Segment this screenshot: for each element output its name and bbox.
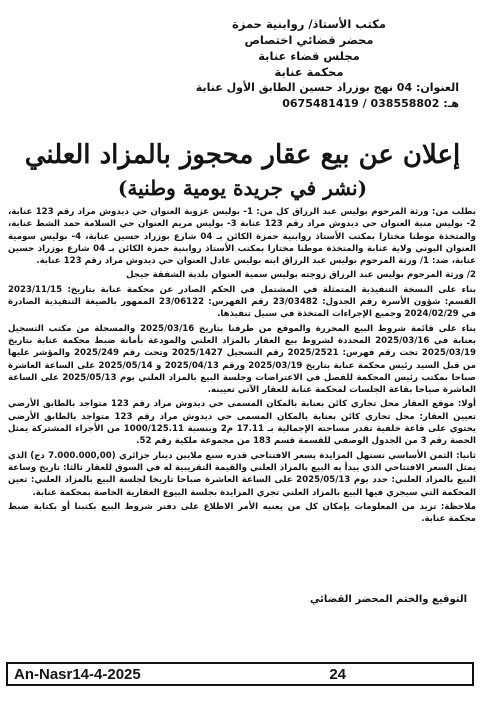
page-footer — [6, 662, 474, 686]
body-paragraph: ثانيا: الثمن الأساسي تستهل المزايدة بسعر الافتتاحي قدره سبع ملايين دينار جزائري (7.000.000,00 دج) الذي يمثل السعر الافتتاحي الذي يبدأ به البيع بالمزاد العلني والقيمة التقريبية له في السوق للعقار ثالثا: تاريخ وساعة البيع بالمزاد العلني: حدد يوم 2025/05/13 على الساعة العاشرة صباحا تاريخا لجلسة البيع بالمزاد العلني: تعين المحكمة التي سيجري فيها البيع بالمزاد العلني تجري المزايدة بجلسة البيوع العقارية الخاصة بمحكمة عنابة. — [8, 450, 476, 498]
header-office-name: مكتب الأستاذ/ روابنية حمزة — [232, 17, 386, 31]
bailiff-office-header — [159, 16, 459, 112]
notice-subtitle: (نشر في جريدة يومية وطنية) — [117, 176, 368, 200]
notice-body — [8, 206, 476, 636]
body-paragraph: ملاحظة: تزيد من المعلومات بإمكان كل من يعنيه الأمر الاطلاع على دفتر شروط البيع بكتبنا أو بكتابة ضبط محكمة عنابة. — [8, 501, 476, 525]
body-paragraph: أولا: موقع العقار محل تجاري كائن بعنابة بالمكان المسمى حي ديدوش مراد رقم 123 متواجد بالطابق الأرضي تعيين العقار: محل تجاري كائن بعنابة بالمكان المسمى حي ديدوش مراد رقم 123 متواجد بالطابق الأرضي يحتوي على قاعة خلفية تقدر مساحته الإجمالية بـ 17.11 م2 وبنسبة 1000/125.11 من الأجزاء المشتركة يمثل الحصة رقم 3 من الجدول الوصفي للقسمة قسم 183 من مجموعة ملكية رقم 52. — [8, 399, 476, 447]
body-paragraph: بطلب من: ورثة المرحوم بوليس عبد الرزاق كل من: 1- بوليس عزوبة العنوان حي ديدوش مراد رقم 123 عنابة، 2- بوليس منية العنوان حي ديدوش مراد رقم 123 عنابة 3- بوليس مريم العنوان حي السلامة حمد الشط عنابة، والمتخذة موطنا مختارا بمكتب الأستاذ روابنية حمزة الكائن بـ 04 شارع بوزراد حسين عنابة، 4- بوليس سومية العنوان البوني ولاية عنابة والمتخذة موطنا مختارا بمكتب الأستاذ روابنية حمزة الكائن بـ 04 شارع بوزراد حسين عنابة، ضد: 1/ ورثة المرحوم بوليس عبد الرزاق ابنه بوليس عادل العنوان حي ديدوش مراد رقم 123 عنابة. — [8, 207, 476, 267]
header-phone: هـ: 038558802 / 0675481419 — [282, 97, 459, 110]
body-paragraph: بناء على قائمة شروط البيع المحررة والموقع من طرفنا بتاريخ 2025/03/16 والمسجلة من مكتب التسجيل بعنابة في 2025/03/16 المحددة لشروط بيع العقار بالمزاد العلني والمودعة بأمانة ضبط محكمة عنابة بتاريخ 2025/03/19 تحت رقم فهرس: 2025/2521 رقم التسجيل 2025/1427 وتحت رقم 2025/249 والمؤشر عليها من قبل السيد رئيس محكمة عنابة بتاريخ 2025/03/19 ورقم 2025/04/13 و 2025/05/14 على الساعة العاشرة صباحا بمكتب رئيس المحكمة للفصل في الاعتراضات وجلسة البيع بالمزاد العلني يوم 2025/05/13 على الساعة العاشرة صباحا بقاعة الجلسات لمحكمة عنابة للعقار الآتي تعيينه. — [8, 323, 476, 396]
header-court: محكمة عنابة — [274, 65, 344, 79]
issue-label: An-Nasr14-4-2025 — [14, 666, 141, 683]
header-address: العنوان: 04 نهج بوزراد حسين الطابق الأول عنابة — [195, 81, 459, 94]
signature-line: التوقيع والختم المحضر القضائي — [310, 594, 467, 605]
body-paragraph: 2/ ورثة المرحوم بوليس عبد الرزاق زوجته بوليس سمية العنوان بلدية الشفقة جيجل — [126, 270, 476, 281]
header-bailiff-title: محضر قضائي اختصاص — [244, 33, 374, 47]
header-court-council: مجلس قضاء عنابة — [258, 49, 360, 63]
body-paragraph: بناء على النسخة التنفيذية المتمثلة في المشتمل في الحكم الصادر عن محكمة عنابة بتاريخ: 2023/11/15 القسم: شؤون الأسرة رقم الجدول: 23/03482 رقم الفهرس: 23/06122 الممهور بالصيغة التنفيذية الصادرة في 2024/02/29 وجميع الإجراءات المتخذة في سبيل تنفيذها. — [8, 284, 476, 320]
page-number: 24 — [329, 666, 346, 683]
notice-title: إعلان عن بيع عقار محجوز بالمزاد العلني — [24, 140, 461, 170]
